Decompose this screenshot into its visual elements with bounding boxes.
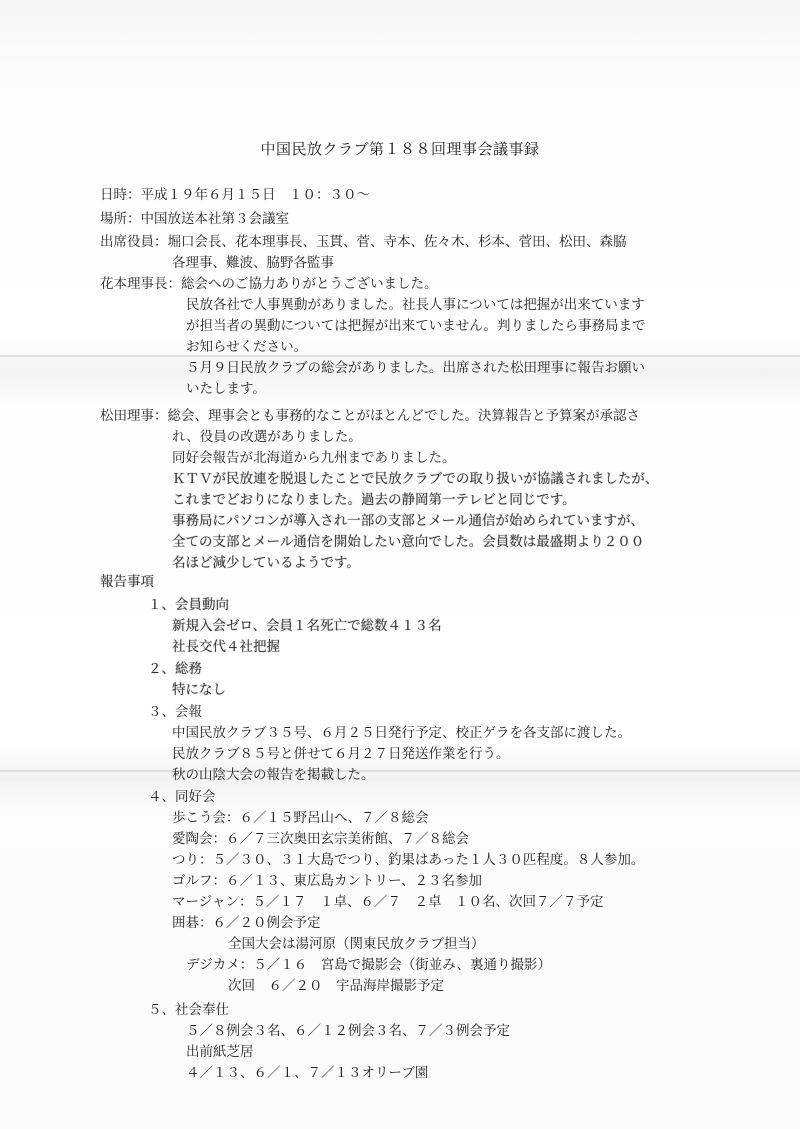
section-line: ４／１３、６／１、７／１３オリーブ園 [186, 1065, 429, 1081]
page-title: 中国民放クラブ第１８８回理事会議事録 [260, 140, 540, 158]
section-line: つり：５／３０、３１大島でつり、釣果はあった１人３０匹程度。８人参加。 [172, 852, 645, 868]
place-line: 場所：中国放送本社第３会議室 [100, 211, 289, 227]
hanamoto-speech: が担当者の異動については把握が出来ていません。判りましたら事務局まで [186, 318, 646, 334]
section-line: 次回 ６／２０ 宇品海岸撮影予定 [228, 978, 444, 994]
fold-line [0, 355, 800, 357]
matsuda-speech: れ、役員の改選がありました。 [172, 429, 362, 445]
section-line: ゴルフ：６／１３、東広島カントリー、２３名参加 [172, 873, 482, 889]
section-line: 特になし [172, 682, 226, 698]
section-line: 全国大会は湯河原（関東民放クラブ担当） [228, 936, 485, 952]
section-line: ５／８例会３名、６／１２例会３名、７／３例会予定 [186, 1023, 510, 1039]
report-heading: 報告事項 [100, 574, 154, 590]
section-heading: ４、同好会 [148, 789, 216, 805]
fold-line [0, 770, 800, 772]
section-heading: ５、社会奉仕 [148, 1002, 229, 1018]
matsuda-speech: 事務局にパソコンが導入され一部の支部とメール通信が始められていますが、 [172, 513, 644, 529]
section-line: 出前紙芝居 [186, 1044, 254, 1060]
section-heading: ２、総務 [148, 661, 202, 677]
section-line: マージャン：５／１７ １卓、６／７ ２卓 １０名、次回７／７予定 [172, 894, 604, 910]
hanamoto-speech: いたします。 [186, 381, 266, 397]
section-line: 社長交代４社把握 [172, 639, 280, 655]
matsuda-speech: 名ほど減少しているようです。 [172, 555, 360, 571]
hanamoto-speech: 花本理事長：総会へのご協力ありがとうございました。 [100, 276, 438, 292]
section-line: 愛陶会：６／７三次奥田玄宗美術館、７／８総会 [172, 831, 469, 847]
section-line: 新規入会ゼロ、会員１名死亡で総数４１３名 [172, 618, 442, 634]
section-line: 歩こう会：６／１５野呂山へ、７／８総会 [172, 810, 429, 826]
date-line: 日時：平成１９年６月１５日 １０：３０～ [100, 187, 370, 203]
section-line: 囲碁：６／２０例会予定 [172, 915, 321, 931]
matsuda-speech: 松田理事：総会、理事会とも事務的なことがほとんどでした。決算報告と予算案が承認さ [100, 408, 640, 424]
section-line: 民放クラブ８５号と併せて６月２７日発送作業を行う。 [172, 746, 510, 762]
matsuda-speech: 同好会報告が北海道から九州までありました。 [172, 450, 456, 466]
hanamoto-speech: 民放各社で人事異動がありました。社長人事については把握が出来ています [186, 297, 645, 313]
hanamoto-speech: お知らせください。 [186, 339, 308, 355]
attendees-line: 出席役員：堀口会長、花本理事長、玉貫、菅、寺本、佐々木、杉本、菅田、松田、森脇 [100, 234, 627, 250]
matsuda-speech: これまでどおりになりました。過去の静岡第一テレビと同じです。 [172, 492, 576, 508]
hanamoto-speech: ５月９日民放クラブの総会がありました。出席された松田理事に報告お願い [186, 360, 645, 376]
matsuda-speech: ＫＴＶが民放連を脱退したことで民放クラブでの取り扱いが協議されましたが、 [172, 471, 659, 487]
section-heading: ３、会報 [148, 704, 202, 720]
section-line: デジカメ：５／１６ 宮島で撮影会（街並み、裏通り撮影） [186, 957, 552, 973]
matsuda-speech: 全ての支部とメール通信を開始したい意向でした。会員数は最盛期より２００ [172, 534, 645, 550]
section-line: 中国民放クラブ３５号、６月２５日発行予定、校正ゲラを各支部に渡した。 [172, 725, 631, 741]
section-heading: １、会員動向 [148, 597, 229, 613]
section-line: 秋の山陰大会の報告を掲載した。 [172, 767, 375, 783]
attendees-line-cont: 各理事、難波、脇野各監事 [172, 255, 334, 271]
